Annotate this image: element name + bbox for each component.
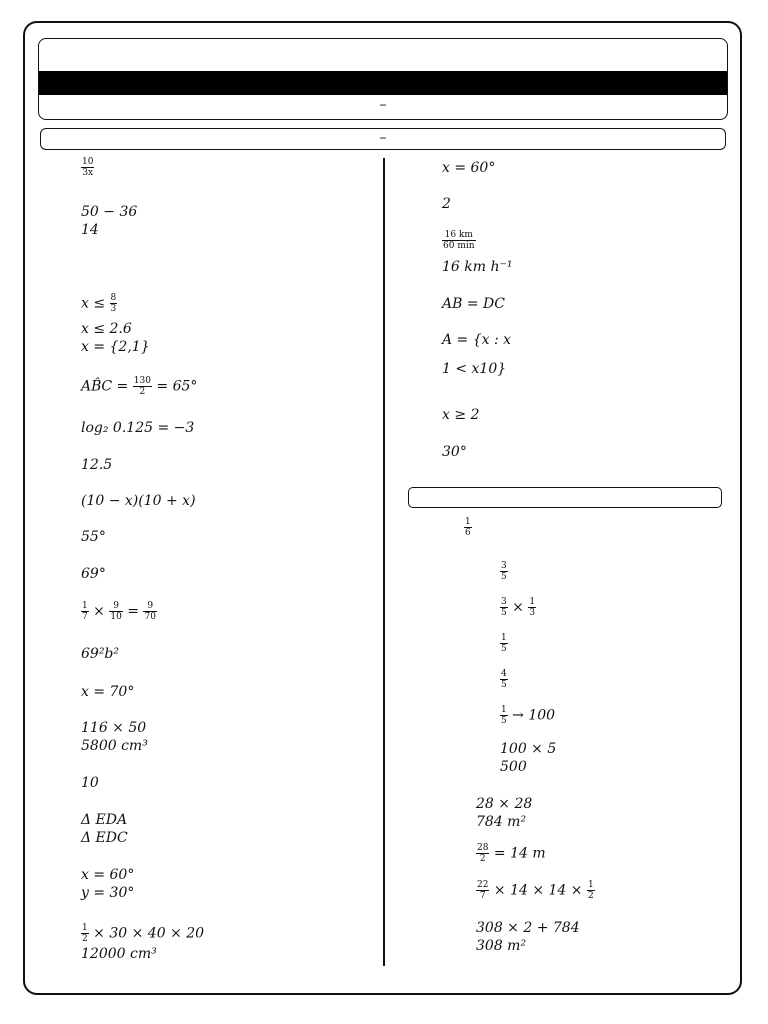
section-header-box: – xyxy=(40,128,726,150)
right-math-line: 308 m² xyxy=(476,938,527,954)
left-math-line: x = {2,1} xyxy=(81,339,150,355)
right-math-line: A = {x : x xyxy=(442,332,512,348)
right-math-line: 784 m² xyxy=(476,814,527,830)
left-math-line: $\frac{1}{2}$ × 30 × 40 × 20 xyxy=(82,923,205,944)
right-math-line xyxy=(500,633,508,654)
fraction: $\frac{22}{7}$ xyxy=(477,880,489,901)
right-math-line xyxy=(500,669,508,690)
left-math-line: 50 − 36 xyxy=(81,204,138,220)
right-math-line: $\frac{28}{2}$ = 14 m xyxy=(477,843,546,864)
fraction: $\frac{1}{7}$ xyxy=(82,601,88,622)
right-math-line: 30° xyxy=(442,444,467,460)
right-math-line: x ≥ 2 xyxy=(442,407,480,423)
left-math-line: (10 − x)(10 + x) xyxy=(81,493,196,509)
right-math-line: 308 × 2 + 784 xyxy=(476,920,580,936)
left-math-line: 12000 cm³ xyxy=(81,946,157,962)
fraction: $\frac{10}{3x}$ xyxy=(82,157,94,178)
left-math-line: x = 60° xyxy=(81,867,135,883)
fraction: $\frac{1}{5}$ xyxy=(501,705,507,726)
fraction: $\frac{9}{70}$ xyxy=(144,601,156,622)
header-black-bar xyxy=(39,71,727,95)
left-math-line: 5800 cm³ xyxy=(81,738,148,754)
right-math-line: 16 km h⁻¹ xyxy=(442,259,513,275)
left-math-line: 12.5 xyxy=(81,457,113,473)
left-math-line: y = 30° xyxy=(81,885,135,901)
right-math-line: 500 xyxy=(500,759,527,775)
right-math-line xyxy=(464,517,472,538)
right-math-line: $\frac{3}{5}$ × $\frac{1}{3}$ xyxy=(501,597,536,618)
right-math-line: $\frac{22}{7}$ × 14 × 14 × $\frac{1}{2}$ xyxy=(477,880,594,901)
left-math-line: x = 70° xyxy=(81,684,135,700)
right-math-line: 2 xyxy=(442,196,451,212)
fraction: $\frac{16 km}{60 \min}$ xyxy=(443,230,475,251)
left-math-line: Δ EDA xyxy=(81,812,128,828)
fraction: $\frac{28}{2}$ xyxy=(477,843,489,864)
right-math-line: AB = DC xyxy=(442,296,505,312)
header-box xyxy=(38,38,728,120)
right-math-line: 1 < x10} xyxy=(442,361,507,377)
fraction: $\frac{4}{5}$ xyxy=(501,669,507,690)
left-math-line: log₂ 0.125 = −3 xyxy=(81,420,195,436)
right-math-line: x = 60° xyxy=(442,160,496,176)
right-math-line: 28 × 28 xyxy=(476,796,533,812)
right-math-line: 100 × 5 xyxy=(500,741,557,757)
left-math-line: x ≤ $\frac{8}{3}$ xyxy=(81,293,117,314)
left-math-line: $\frac{1}{7}$ × $\frac{9}{10}$ = $\frac{9}{70}$ xyxy=(82,601,156,622)
fraction: $\frac{130}{2}$ xyxy=(133,376,151,397)
fraction: $\frac{3}{5}$ xyxy=(501,597,507,618)
left-math-line: Δ EDC xyxy=(81,830,128,846)
column-divider xyxy=(383,158,385,966)
left-math-line xyxy=(81,157,94,178)
right-math-line xyxy=(500,561,508,582)
fraction: $\frac{1}{2}$ xyxy=(587,880,594,901)
left-math-line: x ≤ 2.6 xyxy=(81,321,132,337)
fraction: $\frac{1}{3}$ xyxy=(529,597,536,618)
header-dash: – xyxy=(379,97,387,113)
left-math-line: 69²b² xyxy=(81,646,120,662)
left-math-line: 14 xyxy=(81,222,99,238)
fraction: $\frac{3}{5}$ xyxy=(501,561,507,582)
fraction: $\frac{9}{10}$ xyxy=(110,601,122,622)
left-math-line: 10 xyxy=(81,775,99,791)
right-section-box xyxy=(408,487,722,508)
left-math-line: 69° xyxy=(81,566,106,582)
right-math-line: $\frac{1}{5}$ → 100 xyxy=(501,705,556,726)
fraction: $\frac{1}{5}$ xyxy=(501,633,507,654)
left-math-line: 55° xyxy=(81,529,106,545)
left-math-line: 116 × 50 xyxy=(81,720,147,736)
fraction: $\frac{8}{3}$ xyxy=(110,293,117,314)
fraction: $\frac{1}{6}$ xyxy=(465,517,471,538)
fraction: $\frac{1}{2}$ xyxy=(82,923,88,944)
left-math-line: AB̂C = $\frac{130}{2}$ = 65° xyxy=(81,376,198,397)
right-math-line xyxy=(442,230,476,251)
